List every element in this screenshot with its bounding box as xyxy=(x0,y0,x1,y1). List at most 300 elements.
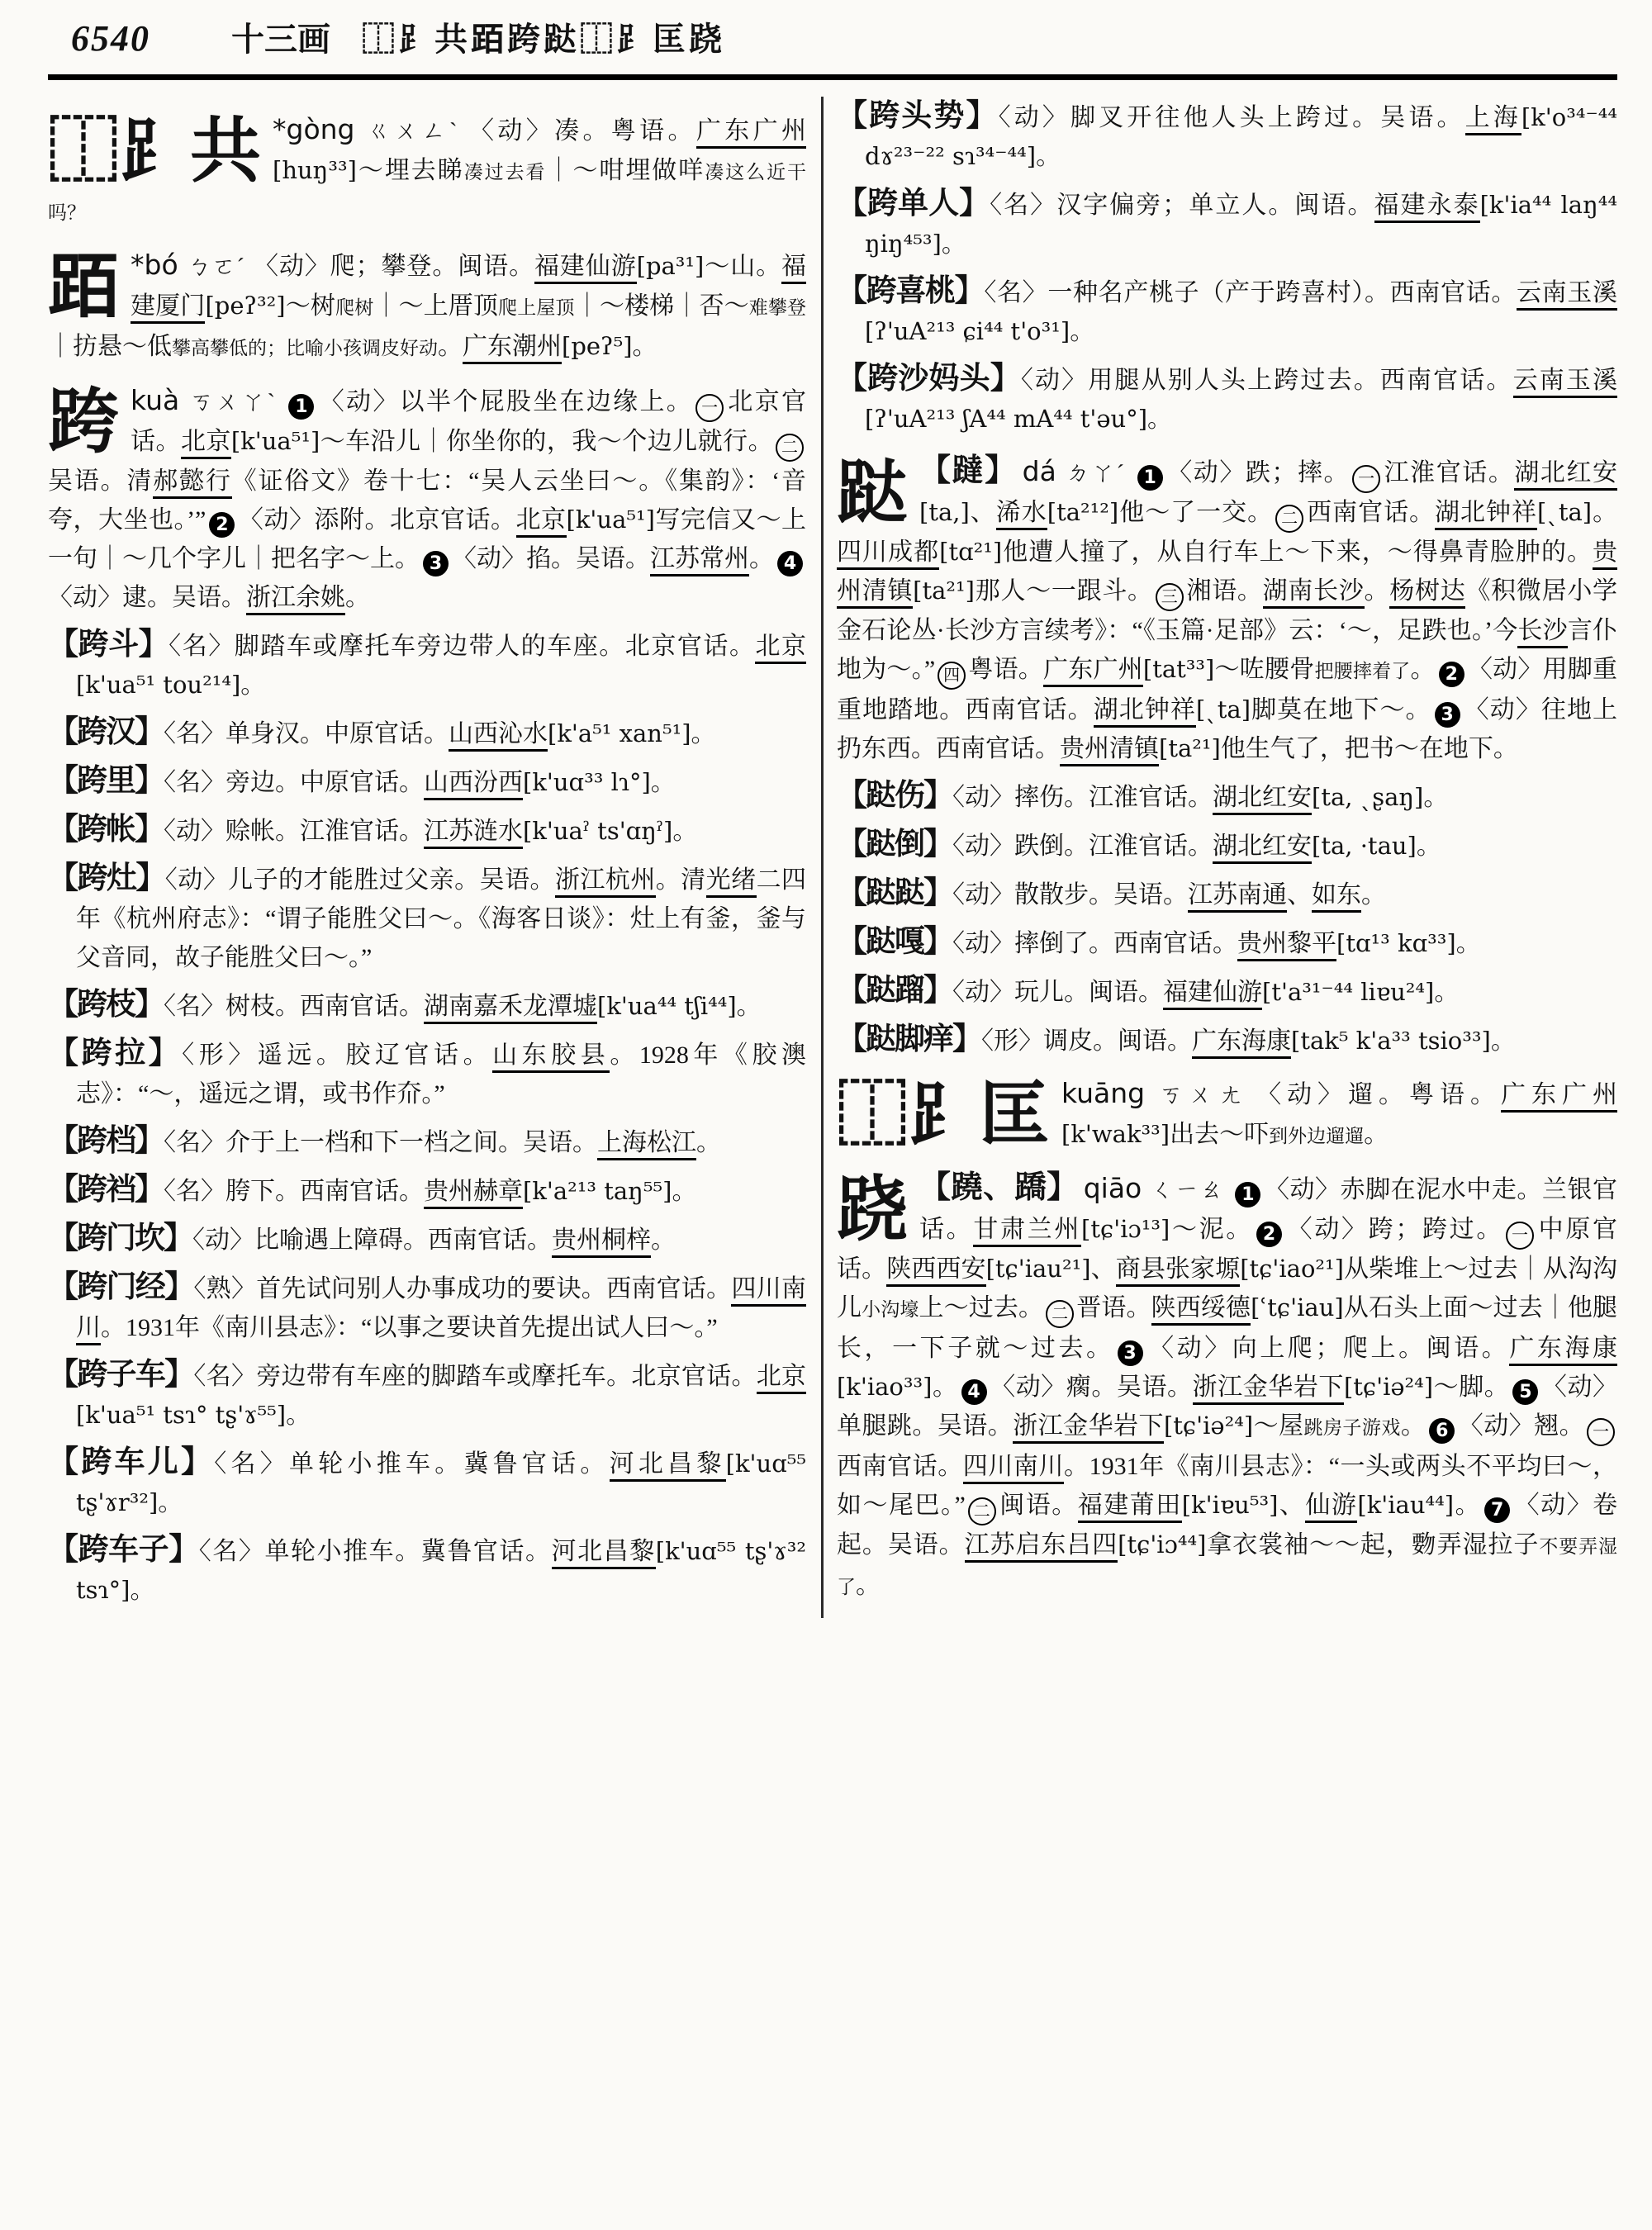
headword-character: ⿰⻊共 xyxy=(48,112,261,191)
text-run: 〈熟〉首先试问别人办事成功的要诀。西南官话。 xyxy=(193,1275,732,1302)
text-run: ～咗腰骨 xyxy=(1214,656,1315,683)
sub-headword: 【跶伤】 xyxy=(837,779,952,813)
text-run: 〈动〉赊帐。江淮官话。 xyxy=(164,818,424,845)
sub-entry-【跨车儿】 xyxy=(48,1443,806,1522)
phonetic-transcription: [k'ia⁴⁴ laŋ⁴⁴ ŋiŋ⁴⁵³] xyxy=(865,191,1618,258)
text-run: 出去～吓 xyxy=(1170,1121,1270,1148)
place-name: 广东海康 xyxy=(1509,1335,1617,1366)
text-run: 。 xyxy=(651,1226,676,1254)
phonetic-transcription: [k'uaˀ ts'ɑŋˀ] xyxy=(523,817,673,845)
small-gloss: 爬上屋顶 xyxy=(498,297,575,318)
place-name: 湖北钟祥 xyxy=(1094,696,1196,728)
text-run: 〈形〉调皮。闽语。 xyxy=(981,1027,1192,1055)
sense-number: 5 xyxy=(1512,1379,1538,1405)
phonetic-transcription: [k'ua⁵¹] xyxy=(566,505,655,534)
place-name: 北京 xyxy=(755,633,806,664)
phonetic-transcription: [tɕ'iau²¹] xyxy=(985,1255,1091,1283)
place-name: 山西沁水 xyxy=(449,720,548,752)
sub-headword: 【跨头势】 xyxy=(837,99,999,133)
page-number: 6540 xyxy=(71,18,150,59)
sub-entry-【跨门坎】 xyxy=(48,1219,806,1260)
text-run: 。 xyxy=(1361,881,1386,909)
text-run: 〈动〉逮。吴语。 xyxy=(48,584,246,611)
text-run: 写完信又～上一句｜～几个字儿｜把名字～上。 xyxy=(48,506,807,572)
place-name: 江苏涟水 xyxy=(424,818,523,849)
text-run: 〈动〉往地上扔东西。西南官话。 xyxy=(837,696,1618,762)
small-gloss: 把腰摔着了 xyxy=(1314,661,1411,681)
text-run: 〈动〉用脚重重地踏地。西南官话。 xyxy=(837,656,1618,724)
text-run: 〈名〉树枝。西南官话。 xyxy=(164,993,424,1020)
text-run: 〈名〉脚踏车或摩托车旁边带人的车座。北京官话。 xyxy=(169,633,756,660)
text-run: 从石头上面～过去｜他腿长，一下子就～过去。 xyxy=(837,1294,1618,1362)
place-name: 浙江金华岩下 xyxy=(1013,1412,1164,1444)
sub-headword: 【跨门坎】 xyxy=(48,1222,192,1255)
place-name: 陕西西安 xyxy=(886,1255,985,1287)
place-name: 如东 xyxy=(1312,881,1361,913)
place-name: 四川南川 xyxy=(963,1453,1064,1484)
text-run: 吴语。清 xyxy=(48,467,154,495)
text-run: 〈名〉介于上一档和下一档之间。吴语。 xyxy=(164,1129,597,1156)
text-run: ～车沿儿｜你坐你的，我～个边儿就行。 xyxy=(320,428,774,455)
place-name: 商县张家塬 xyxy=(1116,1255,1240,1287)
text-run: 脚莫在地下～。 xyxy=(1251,696,1431,724)
subsense-number: 二 xyxy=(1275,505,1303,533)
place-name: 福建永泰 xyxy=(1374,192,1480,223)
text-run: 〈动〉爬；攀登。闽语。 xyxy=(253,253,534,280)
text-run: 他～了一交。 xyxy=(1118,499,1274,526)
text-run: 〈动〉散散步。吴语。 xyxy=(952,881,1188,909)
pinyin: *bó xyxy=(131,249,178,281)
sub-headword: 【跨里】 xyxy=(48,764,164,798)
text-run: 那人～一跟斗。 xyxy=(975,577,1153,605)
text-run: 。 xyxy=(1070,318,1095,345)
sub-entry-【跨车子】 xyxy=(48,1530,806,1610)
place-name: 江苏南通 xyxy=(1188,881,1287,913)
text-run: 上～过去。 xyxy=(919,1294,1044,1321)
headword-character: 跶 xyxy=(837,453,908,533)
subsense-number: 一 xyxy=(1352,465,1380,493)
text-run: ｜～咁埋做咩 xyxy=(546,157,705,184)
column-divider xyxy=(821,97,824,1618)
place-name: 广东广州 xyxy=(696,117,806,149)
subsense-number: 二 xyxy=(1046,1300,1074,1328)
sub-entry-【跨斗】 xyxy=(48,625,806,705)
text-run: ｜㧍悬～低 xyxy=(48,333,172,360)
sub-headword: 【跨帐】 xyxy=(48,813,164,847)
text-run: 。 xyxy=(1400,1412,1427,1440)
subsense-number: 二 xyxy=(968,1497,996,1525)
text-run: 《证俗文》卷十七：“吴人云坐曰～。《集韵》：‘音夸，大坐也。’” xyxy=(48,467,806,534)
phonetic-transcription: [tɕ'iao²¹] xyxy=(1240,1255,1344,1283)
place-name: 仙游 xyxy=(1305,1492,1357,1523)
text-run: 。 xyxy=(632,333,657,360)
phonetic-transcription: [k'ua⁵¹ tsɿ° tʂ'ɤ⁵⁵] xyxy=(76,1401,287,1429)
main-entry-⿰⻊共 xyxy=(48,110,806,232)
page-header xyxy=(48,13,1617,66)
sense-number: 2 xyxy=(1256,1222,1282,1247)
small-gloss: 爬树 xyxy=(335,297,374,318)
text-run: 、 xyxy=(1090,1255,1116,1283)
pinyin: qiāo xyxy=(1083,1172,1142,1204)
pinyin: kuāng xyxy=(1061,1077,1146,1109)
phonetic-transcription: [k'uɑ³³ lɿ°] xyxy=(523,768,651,796)
text-run: 。 xyxy=(1364,1121,1389,1148)
headword-character: ⿰⻊匡 xyxy=(837,1075,1050,1155)
text-run: 〈动〉跨；跨过。 xyxy=(1284,1216,1504,1243)
sub-entry-【跨沙妈头】 xyxy=(837,359,1617,439)
sense-number: 4 xyxy=(777,551,803,576)
text-run: 。 xyxy=(1592,499,1618,526)
text-run: 〈动〉遛。粤语。 xyxy=(1256,1081,1502,1108)
small-gloss: 小沟壕 xyxy=(862,1299,919,1320)
phonetic-transcription: [k'ua⁴⁴ tʃi⁴⁴] xyxy=(597,992,737,1020)
text-run: 。 xyxy=(158,1489,183,1516)
variant-forms: 【蹺、蹻】 xyxy=(919,1170,1079,1205)
sub-headword: 【跶嘎】 xyxy=(837,925,952,959)
sub-entry-【跶蹓】 xyxy=(837,971,1617,1012)
sub-entry-【跨裆】 xyxy=(48,1170,806,1211)
phonetic-transcription: [tɕ'iə²⁴] xyxy=(1343,1373,1434,1401)
text-run: 。 xyxy=(345,584,370,611)
sub-headword: 【跨单人】 xyxy=(837,187,990,221)
sub-headword: 【跨拉】 xyxy=(48,1037,183,1070)
pinyin: dá xyxy=(1022,455,1056,487)
text-run: 〈动〉瘸。吴语。 xyxy=(990,1374,1193,1401)
place-name: 贵州清镇 xyxy=(1060,735,1159,766)
place-name: 四川成都 xyxy=(837,539,939,570)
sub-headword: 【跨车子】 xyxy=(48,1533,199,1567)
place-name: 云南玉溪 xyxy=(1517,279,1617,311)
place-name: 广东广州 xyxy=(1043,656,1143,687)
sub-headword: 【跶蹓】 xyxy=(837,974,952,1008)
place-name: 贵州黎平 xyxy=(1237,930,1336,961)
sub-entry-【跨枝】 xyxy=(48,985,806,1026)
place-name: 湖北红安 xyxy=(1514,459,1617,491)
sub-entry-【跨档】 xyxy=(48,1122,806,1162)
sub-headword: 【跨汉】 xyxy=(48,715,164,749)
sub-entry-【跨单人】 xyxy=(837,184,1617,263)
sense-number: 6 xyxy=(1429,1418,1455,1444)
place-name: 北京 xyxy=(516,506,567,538)
place-name: 贵州清镇 xyxy=(837,539,1617,609)
sub-entry-【跶嘎】 xyxy=(837,923,1617,963)
place-name: 广东海康 xyxy=(1192,1027,1291,1059)
place-name: 河北昌黎 xyxy=(610,1450,726,1482)
sense-number: 3 xyxy=(1435,702,1460,728)
place-name: 浙江金华岩下 xyxy=(1193,1374,1344,1405)
text-run: 江淮官话。 xyxy=(1383,459,1515,486)
text-run: 从柴堆上～过去｜从沟沟儿 xyxy=(837,1255,1618,1321)
headword-character: 跷 xyxy=(837,1170,908,1250)
text-run: 。 xyxy=(736,993,762,1020)
sub-entry-【跶跶】 xyxy=(837,874,1617,914)
text-run: 〈名〉单轮小推车。冀鲁官话。 xyxy=(198,1538,552,1565)
small-gloss: 难攀登 xyxy=(748,297,807,318)
text-run: 西南官话。 xyxy=(1306,499,1436,526)
text-run: 。 xyxy=(1490,1027,1516,1055)
sub-entry-【跨汉】 xyxy=(48,713,806,753)
phonetic-transcription: [t'a³¹⁻⁴⁴ liɐu²⁴] xyxy=(1262,978,1435,1006)
headword-character: 𬦰 xyxy=(48,247,119,326)
phonetic-transcription: [k'uɑ⁵⁵ tʂ'ɤ³² tsɿ°] xyxy=(76,1537,807,1604)
text-run: ｜～楼梯｜否～ xyxy=(574,292,749,320)
phonetic-transcription: [ta,] xyxy=(919,498,970,526)
text-run: 〈动〉翘。 xyxy=(1458,1412,1585,1440)
sub-headword: 【跨子车】 xyxy=(48,1358,194,1392)
header-rule xyxy=(48,74,1617,80)
phonetic-transcription: [tak⁵ k'a³³ tsio³³] xyxy=(1291,1027,1491,1055)
text-run: 。 xyxy=(696,1129,721,1156)
sub-entry-【跶伤】 xyxy=(837,776,1617,817)
right-column xyxy=(837,97,1617,1618)
sense-number: 1 xyxy=(1235,1182,1260,1208)
sense-number: 2 xyxy=(1439,662,1464,687)
text-run: 拿衣裳袖～～起，覅弄湿拉子 xyxy=(1206,1531,1540,1559)
phonetic-transcription: [ʔ'uA²¹³ ʃA⁴⁴ mA⁴⁴ t'əu°] xyxy=(865,405,1148,433)
phonetic-transcription: [tɕ'iɔ⁴⁴] xyxy=(1118,1530,1207,1559)
text-run: 。 xyxy=(1147,406,1173,433)
phonetic-transcription: [tɑ¹³ kɑ³³] xyxy=(1336,929,1456,957)
sub-entry-【跨帐】 xyxy=(48,810,806,851)
text-run: 、 xyxy=(969,499,996,526)
sense-number: 3 xyxy=(423,551,449,576)
text-run: 。 xyxy=(130,1577,155,1604)
sub-headword: 【跶倒】 xyxy=(837,828,952,861)
sub-entry-【跨拉】 xyxy=(48,1034,806,1113)
pinyin: kuà xyxy=(131,384,180,416)
text-run: 〈动〉以半个屁股坐在边缘上。 xyxy=(317,388,694,415)
text-run: 。 xyxy=(749,545,774,572)
place-name: 郝懿行 xyxy=(153,467,231,499)
place-name: 河北昌黎 xyxy=(552,1538,656,1569)
sub-entry-【跨子车】 xyxy=(48,1355,806,1435)
place-name: 江苏常州 xyxy=(650,545,749,576)
text-run: 〈动〉儿子的才能胜过父亲。吴语。 xyxy=(164,866,555,894)
small-gloss: 凑这么近干吗？ xyxy=(48,162,807,223)
phonetic-transcription: [k'iau⁴⁴] xyxy=(1357,1491,1455,1519)
text-run: 。1928年《胶澳志》：“～，遥远之谓，或书作夼。” xyxy=(76,1041,807,1108)
place-name: 北京 xyxy=(757,1363,806,1394)
text-run: 〈名〉一种名产桃子（产于跨喜村）。西南官话。 xyxy=(984,279,1517,306)
place-name: 贵州赫章 xyxy=(424,1178,523,1209)
place-name: 湖南嘉禾龙潭墟 xyxy=(424,993,597,1024)
sub-entry-【跶倒】 xyxy=(837,825,1617,866)
place-name: 福建厦门 xyxy=(131,253,806,324)
text-run: 。1931年《南川县志》：“以事之要诀首先提出试人曰～。” xyxy=(101,1314,718,1341)
phonetic-transcription: [tat³³] xyxy=(1142,655,1215,683)
text-run: 〈名〉旁边。中原官话。 xyxy=(164,769,424,796)
text-run: 粤语。 xyxy=(968,656,1044,683)
sub-entry-【跨门经】 xyxy=(48,1268,806,1347)
subsense-number: 一 xyxy=(1506,1222,1534,1250)
text-run: 。 xyxy=(1364,577,1390,605)
sense-number: 3 xyxy=(1118,1340,1143,1366)
main-entry-跷 xyxy=(837,1169,1617,1606)
sub-entry-【跨里】 xyxy=(48,762,806,802)
phonetic-transcription: [ʔ'uA²¹³ ɕi⁴⁴ t'o³¹] xyxy=(865,317,1070,345)
phonetic-transcription: [peʔ³²] xyxy=(205,292,286,320)
text-run: 。 xyxy=(1416,833,1441,860)
text-run: 湘语。 xyxy=(1185,577,1263,605)
text-run: 《积微居小学金石论丛·长沙方言续考》：“《玉篇·足部》云：‘～，足跌也。’今 xyxy=(837,577,1618,644)
phonetic-transcription: [tɕ'iɔ¹³] xyxy=(1081,1215,1170,1243)
text-run: 〈动〉跌；摔。 xyxy=(1165,459,1351,486)
place-name: 湖南长沙 xyxy=(1263,577,1365,609)
sub-entry-【跨喜桃】 xyxy=(837,272,1617,351)
sub-entry-【跨灶】 xyxy=(48,859,806,977)
subsense-number: 四 xyxy=(938,662,966,690)
sub-headword: 【跨斗】 xyxy=(48,628,169,662)
phonetic-transcription: [ˎta] xyxy=(1195,695,1251,724)
small-gloss: 凑过去看 xyxy=(463,162,547,183)
phonetic-transcription: [ta, ·tau] xyxy=(1312,832,1417,860)
text-run: 。 xyxy=(1454,1492,1482,1519)
place-name: 陕西绥德 xyxy=(1151,1294,1251,1326)
text-run: 〈动〉掐。吴语。 xyxy=(452,545,650,572)
small-gloss: 到外边遛遛 xyxy=(1269,1126,1365,1146)
text-run: 、 xyxy=(1278,1492,1306,1519)
place-name: 湖北红安 xyxy=(1213,833,1312,864)
zhuyin: ㄍㄨㄥˋ xyxy=(363,118,461,145)
stroke-count-section-label: 十三画 xyxy=(231,21,330,58)
sub-headword: 【跨车儿】 xyxy=(48,1445,215,1479)
text-run: 。 xyxy=(1036,143,1061,170)
phonetic-transcription: [pa³¹] xyxy=(636,252,705,280)
text-run: 。 xyxy=(691,720,716,747)
phonetic-transcription: [k'o³⁴⁻⁴⁴ dɤ²³⁻²² sɿ³⁴⁻⁴⁴] xyxy=(865,103,1618,170)
sub-headword: 【跨裆】 xyxy=(48,1173,164,1207)
phonetic-transcription: [ta, ˎʂaŋ] xyxy=(1312,783,1424,811)
text-run: 中原官话。 xyxy=(837,1216,1618,1283)
place-name: 杨树达 xyxy=(1389,577,1465,609)
small-gloss: 攀高攀低的；比喻小孩调皮好动 xyxy=(172,338,438,358)
text-run: 〈名〉汉字偏旁；单立人。闽语。 xyxy=(990,192,1374,219)
sub-headword: 【跨灶】 xyxy=(48,861,165,895)
sub-entry-【跨头势】 xyxy=(837,97,1617,176)
text-run: 。 xyxy=(672,818,698,845)
place-name: 浙江杭州 xyxy=(555,866,656,898)
text-run: 〈动〉赤脚在泥水中走。兰银官话。 xyxy=(919,1176,1617,1243)
place-name: 广东广州 xyxy=(1501,1081,1617,1113)
text-run: 闽语。 xyxy=(998,1492,1078,1519)
phonetic-transcription: [k'wak³³] xyxy=(1061,1120,1170,1148)
phonetic-transcription: [huŋ³³] xyxy=(273,156,357,184)
text-run: ～脚。 xyxy=(1433,1374,1510,1401)
zhuyin: ㄉㄚˊ xyxy=(1064,460,1126,486)
text-run: 二四年《杭州府志》：“谓子能胜父曰～。《海客日谈》：灶上有釜，釜与父音同，故子能胜父曰～。” xyxy=(76,866,807,971)
subsense-number: 一 xyxy=(695,394,724,422)
place-name: 福建莆田 xyxy=(1078,1492,1182,1523)
phonetic-transcription: [k'uɑ⁵⁵ tʂ'ɤr³²] xyxy=(76,1450,807,1516)
zhuyin: ㄑㄧㄠ xyxy=(1150,1177,1224,1203)
phonetic-transcription: [tɑ²¹] xyxy=(939,538,1003,566)
text-run: 。清 xyxy=(655,866,706,894)
place-name: 浙江余姚 xyxy=(246,584,345,615)
small-gloss: 不要弄湿了 xyxy=(837,1536,1618,1597)
subsense-number: 一 xyxy=(1587,1418,1615,1446)
text-run: 。1931年《南川县志》：“一头或两头不平均曰～，如～尾巴。” xyxy=(837,1453,1618,1519)
text-run: 。 xyxy=(438,333,463,360)
phonetic-transcription: [ʿtɕ'iau] xyxy=(1251,1293,1344,1321)
text-run: 〈动〉摔伤。江淮官话。 xyxy=(952,784,1213,811)
sub-headword: 【跨门经】 xyxy=(48,1270,194,1304)
place-name: 上海松江 xyxy=(597,1129,696,1160)
place-name: 云南玉溪 xyxy=(1513,367,1617,398)
place-name: 四川南川 xyxy=(76,1275,806,1345)
sub-headword: 【跨沙妈头】 xyxy=(837,362,1021,396)
text-run: 〈动〉卷起。吴语。 xyxy=(837,1492,1618,1559)
sub-headword: 【跨枝】 xyxy=(48,988,164,1022)
left-column xyxy=(48,97,806,1618)
text-run: 北京官话。 xyxy=(131,388,807,455)
text-run: 〈名〉单身汉。中原官话。 xyxy=(164,720,449,747)
phonetic-transcription: [ta²¹] xyxy=(913,576,975,605)
place-name: 甘肃兰州 xyxy=(973,1216,1081,1247)
text-run: 。 xyxy=(1434,979,1460,1006)
text-run: 晋语。 xyxy=(1076,1294,1151,1321)
text-run: 〈动〉摔倒了。西南官话。 xyxy=(952,930,1237,957)
text-run: 〈名〉胯下。西南官话。 xyxy=(164,1178,424,1205)
phonetic-transcription: [ta²¹²] xyxy=(1047,498,1119,526)
text-run: 〈动〉脚叉开往他人头上跨过。吴语。 xyxy=(998,104,1465,131)
phonetic-transcription: [peʔ⁵] xyxy=(562,332,633,360)
text-run: 〈动〉用腿从别人头上跨过去。西南官话。 xyxy=(1020,367,1513,394)
sense-number: 4 xyxy=(961,1379,987,1405)
place-name: 光绪 xyxy=(706,866,757,898)
sub-headword: 【跶脚痒】 xyxy=(837,1022,981,1056)
main-entry-跨 xyxy=(48,381,806,617)
zhuyin: ㄎㄨㄚˋ xyxy=(188,389,278,415)
place-name: 广东潮州 xyxy=(463,333,562,364)
sub-headword: 【跨档】 xyxy=(48,1124,164,1158)
text-run: 〈名〉单轮小推车。冀鲁官话。 xyxy=(214,1450,610,1478)
sub-headword: 【跨喜桃】 xyxy=(837,274,985,308)
text-run: 〈动〉单腿跳。吴语。 xyxy=(837,1374,1618,1440)
two-column-body xyxy=(48,97,1617,1618)
text-run: 〈动〉添附。北京官话。 xyxy=(238,506,516,534)
sense-number: 1 xyxy=(288,394,314,420)
headword-character: 跨 xyxy=(48,382,119,462)
text-run: 西南官话。 xyxy=(837,1453,963,1480)
place-name: 福建仙游 xyxy=(1163,979,1262,1010)
subsense-number: 二 xyxy=(776,434,804,462)
phonetic-transcription: [tɕ'iə²⁴] xyxy=(1163,1412,1254,1440)
sense-number: 7 xyxy=(1484,1497,1510,1523)
text-run: 。 xyxy=(941,230,966,258)
phonetic-transcription: [k'a²¹³ taŋ⁵⁵] xyxy=(523,1177,672,1205)
main-entry-𬦰 xyxy=(48,245,806,368)
text-run: 〈动〉比喻遇上障碍。西南官话。 xyxy=(192,1226,552,1254)
text-run: 。 xyxy=(1410,656,1436,683)
phonetic-transcription: [k'a⁵¹ xan⁵¹] xyxy=(548,719,691,747)
place-name: 江苏启东吕四 xyxy=(965,1531,1118,1563)
text-run: ～泥。 xyxy=(1170,1216,1253,1243)
text-run: 。 xyxy=(650,769,676,796)
small-gloss: 跳房子游戏 xyxy=(1303,1417,1401,1438)
text-run: 〈动〉玩儿。闽语。 xyxy=(952,979,1163,1006)
text-run: 〈形〉遥远。胶辽官话。 xyxy=(182,1041,493,1069)
text-run: 。 xyxy=(932,1374,958,1401)
pinyin: *gòng xyxy=(273,113,355,145)
place-name: 北京 xyxy=(181,428,231,459)
place-name: 福建仙游 xyxy=(534,253,637,284)
place-name: 浠水 xyxy=(996,499,1047,530)
text-run: 。 xyxy=(1423,784,1449,811)
text-run: 〈动〉向上爬；爬上。闽语。 xyxy=(1146,1335,1510,1362)
text-run: 。 xyxy=(672,1178,697,1205)
text-run: 〈名〉旁边带有车座的脚踏车或摩托车。北京官话。 xyxy=(193,1363,757,1390)
main-entry-⿰⻊匡 xyxy=(837,1074,1617,1155)
